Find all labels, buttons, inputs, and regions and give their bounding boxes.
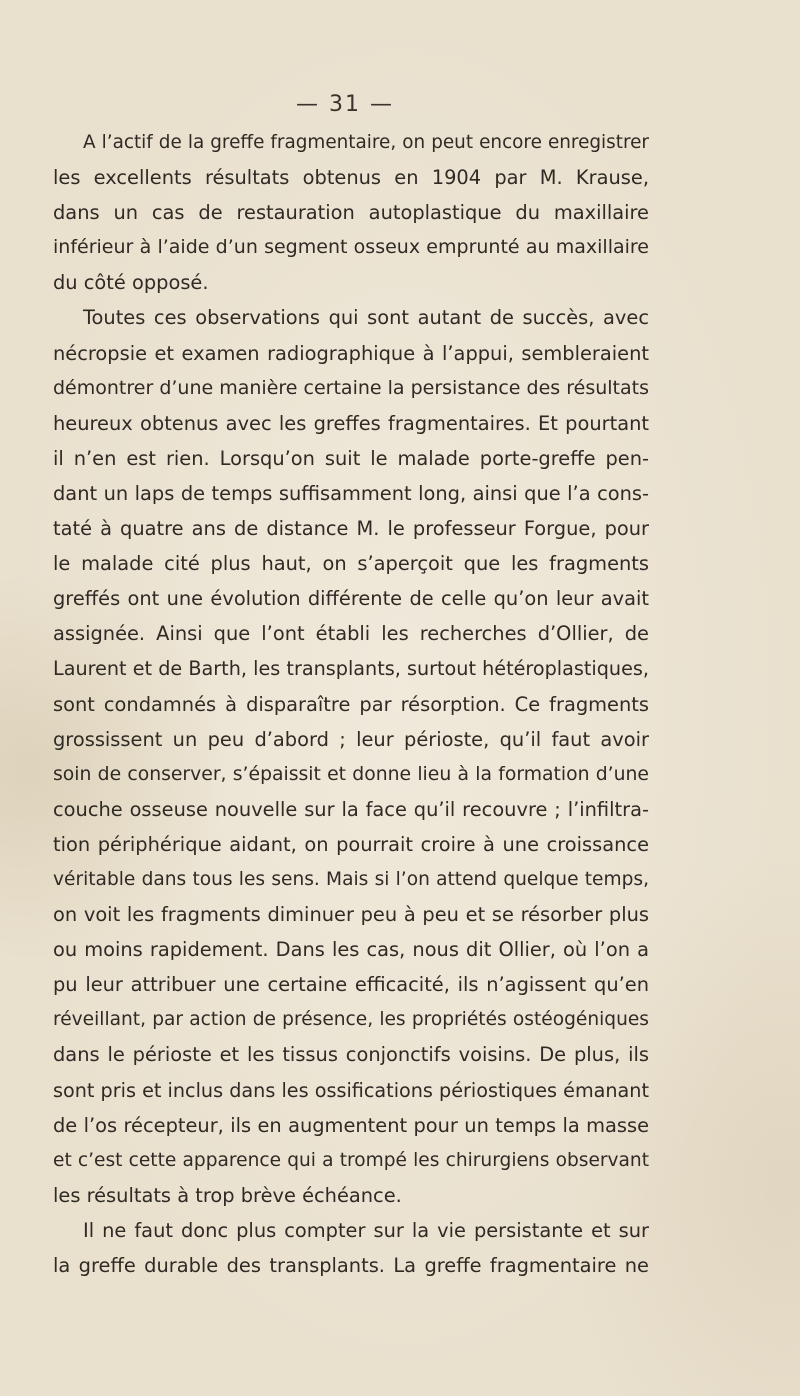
text-line: et c’est cette apparence qui a trompé les chirurgiens observant bbox=[53, 1149, 649, 1171]
text-line: Laurent et de Barth, les transplants, surtout hétéroplastiques, bbox=[53, 657, 649, 681]
text-line: les excellents résultats obtenus en 1904 par M. Krause, bbox=[53, 166, 649, 190]
text-line: heureux obtenus avec les greffes fragmentaires. Et pourtant bbox=[53, 411, 649, 435]
text-line: couche osseuse nouvelle sur la face qu’il recouvre ; l’infiltra- bbox=[53, 797, 649, 821]
text-line: dant un laps de temps suffisamment long, ainsi que l’a cons- bbox=[53, 481, 649, 505]
body-text bbox=[53, 125, 649, 1283]
page-number: — 31 — bbox=[296, 92, 394, 117]
text-line: Il ne faut donc plus compter sur la vie persistante et sur bbox=[83, 1218, 649, 1242]
text-line: inférieur à l’aide d’un segment osseux emprunté au maxillaire bbox=[53, 236, 649, 259]
text-line: dans le périoste et les tissus conjonctifs voisins. De plus, ils bbox=[53, 1043, 649, 1067]
text-line: nécropsie et examen radiographique à l’appui, sembleraient bbox=[53, 341, 649, 365]
text-line: réveillant, par action de présence, les propriétés ostéogéniques bbox=[53, 1009, 649, 1031]
text-line: le malade cité plus haut, on s’aperçoit que les fragments bbox=[53, 552, 649, 576]
text-line: greffés ont une évolution différente de celle qu’on leur avait bbox=[53, 587, 649, 611]
text-line: tion périphérique aidant, on pourrait croire à une croissance bbox=[53, 832, 649, 856]
text-line: soin de conserver, s’épaissit et donne lieu à la formation d’une bbox=[53, 763, 649, 785]
text-line: de l’os récepteur, ils en augmentent pour un temps la masse bbox=[53, 1113, 649, 1137]
text-line: sont condamnés à disparaître par résorption. Ce fragments bbox=[53, 692, 649, 716]
text-line: Toutes ces observations qui sont autant de succès, avec bbox=[83, 306, 649, 330]
text-line: on voit les fragments diminuer peu à peu et se résorber plus bbox=[53, 903, 649, 927]
text-line: sont pris et inclus dans les ossifications périostiques émanant bbox=[53, 1078, 649, 1102]
text-line: du côté opposé. bbox=[53, 271, 209, 295]
text-line: taté à quatre ans de distance M. le professeur Forgue, pour bbox=[53, 517, 649, 541]
text-line: démontrer d’une manière certaine la persistance des résultats bbox=[53, 376, 649, 399]
text-line: les résultats à trop brève échéance. bbox=[53, 1183, 402, 1207]
text-line: véritable dans tous les sens. Mais si l’on attend quelque temps, bbox=[53, 868, 649, 890]
text-line: pu leur attribuer une certaine efficacité, ils n’agissent qu’en bbox=[53, 973, 649, 997]
text-line: dans un cas de restauration autoplastique du maxillaire bbox=[53, 201, 649, 225]
text-line: la greffe durable des transplants. La greffe fragmentaire ne bbox=[53, 1254, 649, 1277]
text-line: il n’en est rien. Lorsqu’on suit le malade porte-greffe pen- bbox=[53, 446, 649, 470]
text-line: assignée. Ainsi que l’ont établi les recherches d’Ollier, de bbox=[53, 622, 649, 646]
text-line: ou moins rapidement. Dans les cas, nous dit Ollier, où l’on a bbox=[53, 938, 649, 962]
text-line: A l’actif de la greffe fragmentaire, on peut encore enregistrer bbox=[83, 132, 649, 153]
text-line: grossissent un peu d’abord ; leur périoste, qu’il faut avoir bbox=[53, 727, 649, 751]
